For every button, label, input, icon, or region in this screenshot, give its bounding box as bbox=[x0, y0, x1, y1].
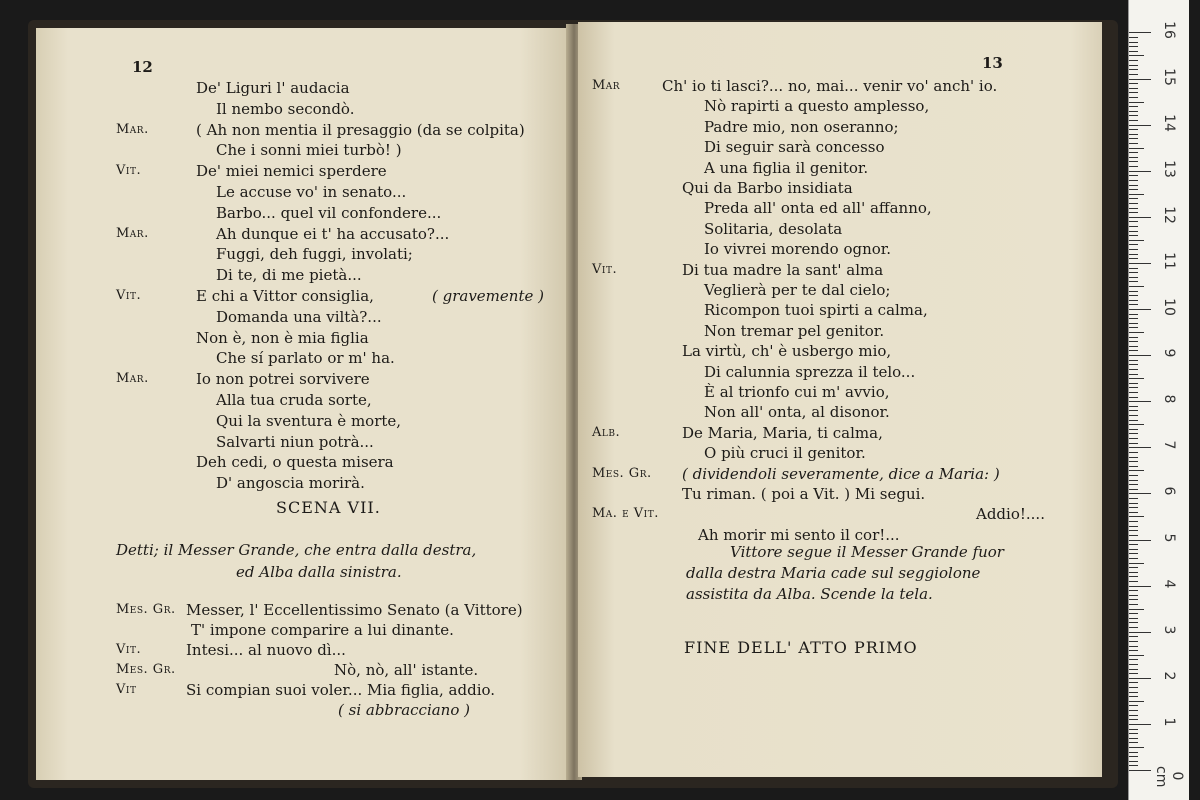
ruler-tick bbox=[1129, 300, 1138, 301]
ruler-tick bbox=[1129, 641, 1138, 642]
verse-line: La virtù, ch' è usbergo mio, bbox=[682, 342, 892, 361]
ruler-tick bbox=[1129, 42, 1138, 43]
ruler-label: 7 bbox=[1161, 440, 1177, 450]
ruler-tick bbox=[1129, 74, 1138, 75]
ruler-tick bbox=[1129, 489, 1138, 490]
speaker-label: Mes. Gr. bbox=[592, 465, 652, 481]
ruler-tick bbox=[1129, 217, 1151, 218]
ruler-tick bbox=[1129, 152, 1138, 153]
ruler-tick bbox=[1129, 161, 1138, 162]
ruler-tick bbox=[1129, 272, 1138, 273]
ruler-tick bbox=[1129, 650, 1138, 651]
ruler-tick bbox=[1129, 295, 1138, 296]
ruler-tick bbox=[1129, 673, 1138, 674]
left-page bbox=[36, 28, 574, 780]
ruler-tick bbox=[1129, 659, 1138, 660]
ruler-tick bbox=[1129, 97, 1138, 98]
ruler-tick bbox=[1129, 484, 1138, 485]
ruler-tick bbox=[1129, 185, 1138, 186]
ruler-tick bbox=[1129, 401, 1151, 402]
ruler-tick bbox=[1129, 549, 1138, 550]
measurement-ruler bbox=[1128, 0, 1189, 800]
ruler-tick bbox=[1129, 83, 1138, 84]
verse-line: Di seguir sarà concesso bbox=[704, 138, 885, 157]
verse-line: Non all' onta, al disonor. bbox=[704, 403, 890, 422]
ruler-tick bbox=[1129, 410, 1138, 411]
verse-line: Salvarti niun potrà... bbox=[216, 432, 374, 451]
verse-line: A una figlia il genitor. bbox=[704, 158, 869, 177]
ruler-tick bbox=[1129, 309, 1151, 310]
ruler-tick bbox=[1129, 392, 1138, 393]
ruler-tick bbox=[1129, 194, 1144, 195]
ruler-tick bbox=[1129, 669, 1138, 670]
ruler-tick bbox=[1129, 360, 1138, 361]
ruler-tick bbox=[1129, 447, 1151, 448]
ruler-tick bbox=[1129, 507, 1138, 508]
closing-direction-3: assistita da Alba. Scende la tela. bbox=[686, 585, 933, 603]
end-of-act: FINE DELL' ATTO PRIMO bbox=[684, 638, 918, 657]
ruler-tick bbox=[1129, 364, 1138, 365]
ruler-tick bbox=[1129, 715, 1138, 716]
ruler-tick bbox=[1129, 692, 1138, 693]
verse-line: Nò, nò, all' istante. bbox=[334, 661, 479, 679]
verse-line: De' miei nemici sperdere bbox=[196, 162, 387, 181]
verse-line: Messer, l' Eccellentissimo Senato (a Vittore) bbox=[186, 601, 523, 619]
ruler-tick bbox=[1129, 175, 1138, 176]
speaker-label: Vit. bbox=[116, 642, 142, 657]
ruler-tick bbox=[1129, 636, 1138, 637]
ruler-tick bbox=[1129, 622, 1138, 623]
ruler-tick bbox=[1129, 747, 1144, 748]
ruler-label: 1 bbox=[1161, 717, 1177, 727]
ruler-tick bbox=[1129, 475, 1138, 476]
ruler-label: 2 bbox=[1161, 671, 1177, 681]
ruler-tick bbox=[1129, 572, 1138, 573]
ruler-tick bbox=[1129, 480, 1138, 481]
ruler-tick bbox=[1129, 724, 1151, 725]
verse-line: Le accuse vo' in senato... bbox=[216, 183, 407, 201]
verse-line: Ah morir mi sento il cor!... bbox=[698, 525, 900, 544]
ruler-tick bbox=[1129, 576, 1138, 577]
ruler-tick bbox=[1129, 609, 1144, 610]
ruler-label: 15 bbox=[1161, 67, 1177, 86]
ruler-tick bbox=[1129, 88, 1138, 89]
ruler-tick bbox=[1129, 240, 1144, 241]
ruler-tick bbox=[1129, 664, 1138, 665]
speaker-label: Mes. Gr. bbox=[116, 602, 176, 617]
ruler-tick bbox=[1129, 586, 1151, 587]
verse-line: Padre mio, non oseranno; bbox=[704, 117, 899, 136]
ruler-tick bbox=[1129, 627, 1138, 628]
ruler-tick bbox=[1129, 258, 1138, 259]
ruler-tick bbox=[1129, 710, 1138, 711]
ruler-tick bbox=[1129, 355, 1151, 356]
ruler-tick bbox=[1129, 535, 1138, 536]
ruler-tick bbox=[1129, 420, 1138, 421]
stage-direction-entrance-cont: ed Alba dalla sinistra. bbox=[236, 563, 402, 581]
verse-line: Di tua madre la sant' alma bbox=[682, 260, 884, 279]
verse-line: Fuggi, deh fuggi, involati; bbox=[216, 245, 413, 264]
speaker-label: Mar bbox=[592, 78, 621, 93]
ruler-tick bbox=[1129, 60, 1138, 61]
ruler-label: 9 bbox=[1161, 348, 1177, 358]
verse-line: ( si abbracciano ) bbox=[338, 701, 470, 719]
verse-line: De Maria, Maria, ti calma, bbox=[682, 423, 883, 442]
ruler-tick bbox=[1129, 286, 1144, 287]
closing-direction-2: dalla destra Maria cade sul seggiolone bbox=[686, 564, 981, 582]
ruler-tick bbox=[1129, 756, 1138, 757]
ruler-tick bbox=[1129, 563, 1144, 564]
ruler-tick bbox=[1129, 470, 1144, 471]
ruler-label: 16 bbox=[1161, 21, 1177, 40]
verse-line: Preda all' onta ed all' affanno, bbox=[704, 199, 932, 218]
verse-line: ( dividendoli severamente, dice a Maria: ) bbox=[682, 464, 1000, 483]
ruler-tick bbox=[1129, 111, 1138, 112]
ruler-tick bbox=[1129, 516, 1144, 517]
ruler-tick bbox=[1129, 231, 1138, 232]
ruler-tick bbox=[1129, 406, 1138, 407]
verse-line: Che i sonni miei turbò! ) bbox=[216, 141, 402, 160]
closing-direction-1: Vittore segue il Messer Grande fuor bbox=[730, 543, 1004, 561]
ruler-tick bbox=[1129, 443, 1138, 444]
ruler-tick bbox=[1129, 540, 1151, 541]
ruler-tick bbox=[1129, 134, 1138, 135]
ruler-tick bbox=[1129, 655, 1144, 656]
ruler-tick bbox=[1129, 461, 1138, 462]
verse-line: Di calunnia sprezza il telo... bbox=[704, 362, 916, 381]
ruler-tick bbox=[1129, 120, 1138, 121]
ruler-tick bbox=[1129, 646, 1138, 647]
ruler-tick bbox=[1129, 581, 1138, 582]
verse-line: Si compian suoi voler... Mia figlia, addio. bbox=[186, 681, 496, 699]
ruler-tick bbox=[1129, 415, 1138, 416]
ruler-tick bbox=[1129, 742, 1138, 743]
ruler-tick bbox=[1129, 498, 1138, 499]
ruler-tick bbox=[1129, 696, 1138, 697]
ruler-tick bbox=[1129, 493, 1151, 494]
page-number-left: 12 bbox=[132, 58, 153, 76]
ruler-tick bbox=[1129, 198, 1138, 199]
ruler-tick bbox=[1129, 244, 1138, 245]
ruler-tick bbox=[1129, 770, 1151, 771]
ruler-tick bbox=[1129, 37, 1138, 38]
speaker-label: Vit. bbox=[116, 288, 142, 303]
verse-line: Barbo... quel vil confondere... bbox=[216, 203, 442, 222]
ruler-tick bbox=[1129, 226, 1138, 227]
ruler-tick bbox=[1129, 503, 1138, 504]
verse-line: Di te, di me pietà... bbox=[216, 266, 362, 285]
speaker-label: Vit bbox=[116, 682, 137, 697]
ruler-label: 4 bbox=[1161, 579, 1177, 589]
ruler-tick bbox=[1129, 203, 1138, 204]
ruler-tick bbox=[1129, 337, 1138, 338]
ruler-tick bbox=[1129, 277, 1138, 278]
ruler-tick bbox=[1129, 263, 1151, 264]
ruler-label: 8 bbox=[1161, 394, 1177, 404]
ruler-tick bbox=[1129, 424, 1144, 425]
ruler-tick bbox=[1129, 761, 1138, 762]
ruler-tick bbox=[1129, 526, 1138, 527]
right-page bbox=[578, 22, 1102, 777]
verse-line: T' impone comparire a lui dinante. bbox=[191, 621, 454, 639]
ruler-tick bbox=[1129, 212, 1138, 213]
ruler-tick bbox=[1129, 235, 1138, 236]
ruler-tick bbox=[1129, 512, 1138, 513]
ruler-tick bbox=[1129, 65, 1138, 66]
verse-line: ( Ah non mentia il presaggio (da se colpita) bbox=[196, 120, 525, 139]
verse-line: Io non potrei sorvivere bbox=[196, 370, 370, 389]
ruler-tick bbox=[1129, 51, 1138, 52]
ruler-tick bbox=[1129, 433, 1138, 434]
ruler-tick bbox=[1129, 521, 1138, 522]
ruler-tick bbox=[1129, 387, 1138, 388]
stage-note: ( gravemente ) bbox=[432, 287, 544, 305]
verse-line: Non tremar pel genitor. bbox=[704, 321, 885, 340]
ruler-tick bbox=[1129, 148, 1144, 149]
ruler-label: 11 bbox=[1161, 251, 1177, 270]
stage-direction-entrance: Detti; il Messer Grande, che entra dalla destra, bbox=[116, 541, 477, 559]
verse-line: Il nembo secondò. bbox=[216, 99, 355, 118]
ruler-tick bbox=[1129, 618, 1138, 619]
ruler-tick bbox=[1129, 32, 1151, 33]
ruler-tick bbox=[1129, 115, 1138, 116]
ruler-tick bbox=[1129, 383, 1138, 384]
ruler-tick bbox=[1129, 705, 1138, 706]
ruler-tick bbox=[1129, 682, 1138, 683]
verse-line: O più cruci il genitor. bbox=[704, 444, 866, 463]
ruler-tick bbox=[1129, 291, 1138, 292]
ruler-tick bbox=[1129, 438, 1138, 439]
verse-line: Deh cedi, o questa misera bbox=[196, 453, 394, 472]
ruler-label: 0 cm bbox=[1153, 766, 1185, 788]
verse-line: Che sí parlato or m' ha. bbox=[216, 349, 395, 368]
ruler-tick bbox=[1129, 466, 1138, 467]
ruler-tick bbox=[1129, 567, 1138, 568]
verse-line: D' angoscia morirà. bbox=[216, 474, 365, 493]
ruler-tick bbox=[1129, 79, 1151, 80]
ruler-tick bbox=[1129, 106, 1138, 107]
ruler-label: 10 bbox=[1161, 298, 1177, 316]
ruler-tick bbox=[1129, 157, 1138, 158]
verse-line: De' Liguri l' audacia bbox=[196, 79, 350, 97]
ruler-tick bbox=[1129, 166, 1138, 167]
ruler-tick bbox=[1129, 332, 1144, 333]
ruler-tick bbox=[1129, 733, 1138, 734]
ruler-tick bbox=[1129, 558, 1138, 559]
ruler-tick bbox=[1129, 92, 1138, 93]
ruler-label: 3 bbox=[1161, 625, 1177, 635]
page-number-right: 13 bbox=[982, 54, 1003, 72]
verse-line: Ch' io ti lasci?... no, mai... venir vo' anch' io. bbox=[662, 77, 998, 95]
ruler-tick bbox=[1129, 180, 1138, 181]
ruler-tick bbox=[1129, 129, 1138, 130]
ruler-tick bbox=[1129, 590, 1138, 591]
ruler-tick bbox=[1129, 143, 1138, 144]
scene-heading: SCENA VII. bbox=[276, 498, 381, 517]
ruler-tick bbox=[1129, 189, 1138, 190]
ruler-tick bbox=[1129, 323, 1138, 324]
ruler-tick bbox=[1129, 281, 1138, 282]
speaker-label: Vit. bbox=[592, 261, 618, 277]
speaker-label: Mar. bbox=[116, 121, 149, 137]
ruler-tick bbox=[1129, 314, 1138, 315]
verse-line: Domanda una viltà?... bbox=[216, 307, 382, 326]
ruler-tick bbox=[1129, 254, 1138, 255]
ruler-tick bbox=[1129, 318, 1138, 319]
ruler-tick bbox=[1129, 687, 1138, 688]
ruler-tick bbox=[1129, 765, 1138, 766]
ruler-tick bbox=[1129, 752, 1138, 753]
verse-line: E chi a Vittor consiglia, bbox=[196, 287, 374, 305]
ruler-tick bbox=[1129, 729, 1138, 730]
ruler-tick bbox=[1129, 632, 1151, 633]
ruler-label: 6 bbox=[1161, 486, 1177, 496]
ruler-tick bbox=[1129, 719, 1138, 720]
ruler-tick bbox=[1129, 46, 1138, 47]
verse-line: È al trionfo cui m' avvio, bbox=[704, 383, 890, 401]
ruler-tick bbox=[1129, 346, 1138, 347]
verse-line: Addio!.... bbox=[976, 505, 1045, 524]
ruler-label: 5 bbox=[1161, 533, 1177, 542]
ruler-tick bbox=[1129, 350, 1138, 351]
ruler-tick bbox=[1129, 304, 1138, 305]
ruler-tick bbox=[1129, 530, 1138, 531]
ruler-tick bbox=[1129, 429, 1138, 430]
ruler-tick bbox=[1129, 595, 1138, 596]
ruler-tick bbox=[1129, 221, 1138, 222]
ruler-tick bbox=[1129, 249, 1138, 250]
verse-line: Alla tua cruda sorte, bbox=[216, 391, 372, 409]
verse-line: Qui da Barbo insidiata bbox=[682, 179, 853, 197]
ruler-label: 14 bbox=[1161, 113, 1177, 132]
ruler-tick bbox=[1129, 125, 1151, 126]
verse-line: Nò rapirti a questo amplesso, bbox=[704, 97, 930, 116]
ruler-tick bbox=[1129, 138, 1138, 139]
speaker-label: Mar. bbox=[116, 371, 149, 387]
speaker-label: Ma. e Vit. bbox=[592, 506, 659, 522]
ruler-label: 13 bbox=[1161, 159, 1177, 178]
ruler-tick bbox=[1129, 599, 1138, 600]
ruler-tick bbox=[1129, 701, 1144, 702]
ruler-tick bbox=[1129, 604, 1138, 605]
ruler-tick bbox=[1129, 457, 1138, 458]
ruler-tick bbox=[1129, 55, 1144, 56]
ruler-tick bbox=[1129, 69, 1138, 70]
ruler-tick bbox=[1129, 738, 1138, 739]
verse-line: Non è, non è mia figlia bbox=[196, 328, 369, 347]
speaker-label: Mes. Gr. bbox=[116, 662, 176, 677]
ruler-tick bbox=[1129, 102, 1144, 103]
ruler-tick bbox=[1129, 678, 1151, 679]
verse-line: Solitaria, desolata bbox=[704, 219, 843, 238]
ruler-tick bbox=[1129, 171, 1151, 172]
ruler-tick bbox=[1129, 327, 1138, 328]
verse-line: Ah dunque ei t' ha accusato?... bbox=[216, 224, 450, 243]
ruler-label: 12 bbox=[1161, 205, 1177, 224]
speaker-label: Alb. bbox=[592, 424, 621, 440]
ruler-tick bbox=[1129, 374, 1138, 375]
verse-line: Intesi... al nuovo dì... bbox=[186, 641, 346, 659]
ruler-tick bbox=[1129, 544, 1138, 545]
ruler-tick bbox=[1129, 397, 1138, 398]
verse-line: Qui la sventura è morte, bbox=[216, 411, 402, 430]
verse-line: Tu riman. ( poi a Vit. ) Mi segui. bbox=[682, 485, 926, 503]
verse-line: Ricompon tuoi spirti a calma, bbox=[704, 301, 928, 320]
ruler-tick bbox=[1129, 452, 1138, 453]
ruler-tick bbox=[1129, 268, 1138, 269]
ruler-tick bbox=[1129, 553, 1138, 554]
ruler-tick bbox=[1129, 378, 1144, 379]
ruler-tick bbox=[1129, 341, 1138, 342]
ruler-tick bbox=[1129, 613, 1138, 614]
verse-line: Io vivrei morendo ognor. bbox=[704, 240, 892, 259]
speaker-label: Vit. bbox=[116, 163, 142, 179]
verse-line: Veglierà per te dal cielo; bbox=[704, 281, 891, 299]
ruler-tick bbox=[1129, 208, 1138, 209]
ruler-tick bbox=[1129, 369, 1138, 370]
speaker-label: Mar. bbox=[116, 225, 149, 241]
